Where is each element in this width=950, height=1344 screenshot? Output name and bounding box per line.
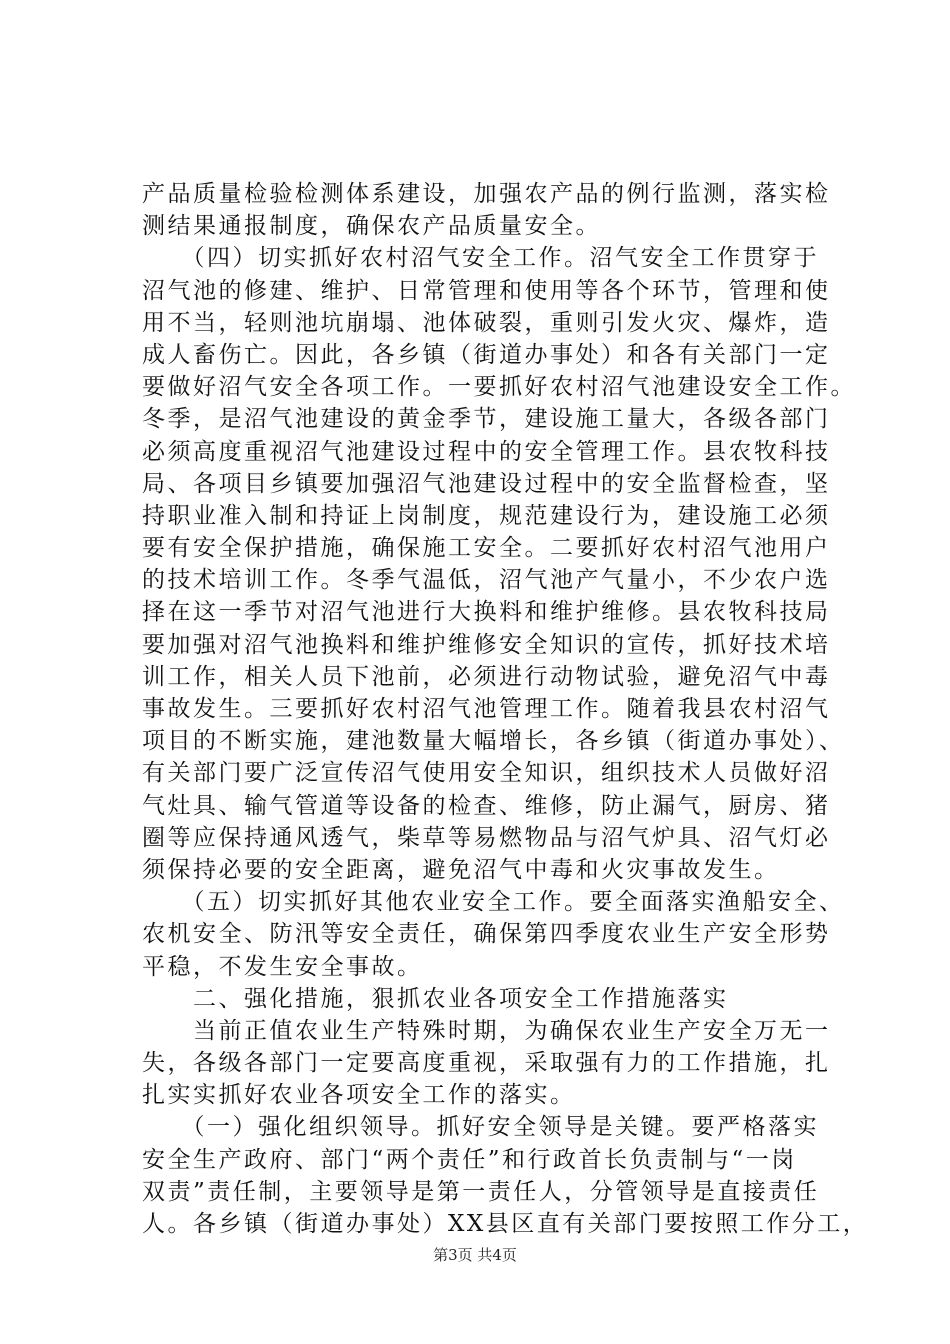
text-line: 用不当，轻则池坑崩塌、池体破裂，重则引发火灾、爆炸，造 (142, 309, 831, 336)
text-line: 训工作，相关人员下池前，必须进行动物试验，避免沼气中毒 (142, 663, 831, 690)
text-line: 人。各乡镇（街道办事处）XX县区直有关部门要按照工作分工， (142, 1211, 869, 1237)
text-line: 要加强对沼气池换料和维护维修安全知识的宣传，抓好技术培 (142, 631, 831, 658)
text-line: 持职业准入制和持证上岗制度，规范建设行为，建设施工必须 (142, 502, 831, 529)
text-line: 须保持必要的安全距离，避免沼气中毒和火灾事故发生。 (142, 856, 780, 883)
text-line: 项目的不断实施，建池数量大幅增长，各乡镇（街道办事处）、 (142, 728, 845, 755)
text-line: （四）切实抓好农村沼气安全工作。沼气安全工作贯穿于 (142, 245, 819, 272)
page-number-footer: 第3页 共4页 (433, 1246, 517, 1264)
text-line: （五）切实抓好其他农业安全工作。要全面落实渔船安全、 (142, 889, 845, 916)
section-heading: 二、强化措施，狠抓农业各项安全工作措施落实 (142, 985, 729, 1012)
text-line: 要有安全保护措施，确保施工安全。二要抓好农村沼气池用户 (142, 535, 831, 562)
text-line: 冬季，是沼气池建设的黄金季节，建设施工量大，各级各部门 (142, 406, 831, 433)
text-line: （一）强化组织领导。抓好安全领导是关键。要严格落实 (142, 1114, 819, 1141)
text-line: 平稳，不发生安全事故。 (142, 953, 423, 980)
text-line: 圈等应保持通风透气，柴草等易燃物品与沼气炉具、沼气灯必 (142, 824, 831, 851)
text-line: 扎实实抓好农业各项安全工作的落实。 (142, 1082, 576, 1109)
text-line: 择在这一季节对沼气池进行大换料和维护维修。县农牧科技局 (142, 599, 831, 626)
text-line: 产品质量检验检测体系建设，加强农产品的例行监测，落实检 (142, 181, 831, 207)
text-line: 的技术培训工作。冬季气温低，沼气池产气量小，不少农户选 (142, 567, 831, 594)
text-line: 农机安全、防汛等安全责任，确保第四季度农业生产安全形势 (142, 921, 831, 948)
text-line: 气灶具、输气管道等设备的检查、维修，防止漏气，厨房、猪 (142, 792, 831, 819)
text-line: 失，各级各部门一定要高度重视，采取强有力的工作措施，扎 (142, 1050, 831, 1077)
text-line: 成人畜伤亡。因此，各乡镇（街道办事处）和各有关部门一定 (142, 341, 831, 368)
text-line: 必须高度重视沼气池建设过程中的安全管理工作。县农牧科技 (142, 438, 831, 465)
text-line: 沼气池的修建、维护、日常管理和使用等各个环节，管理和使 (142, 277, 831, 304)
text-line: 要做好沼气安全各项工作。一要抓好农村沼气池建设安全工作。 (142, 374, 856, 401)
text-line: 事故发生。三要抓好农村沼气池管理工作。随着我县农村沼气 (142, 696, 831, 722)
text-line: 有关部门要广泛宣传沼气使用安全知识，组织技术人员做好沼 (142, 760, 831, 787)
text-line: 局、各项目乡镇要加强沼气池建设过程中的安全监督检查，坚 (142, 470, 831, 497)
text-line: 测结果通报制度，确保农产品质量安全。 (142, 213, 601, 240)
text-line: 当前正值农业生产特殊时期，为确保农业生产安全万无一 (142, 1017, 831, 1044)
document-body (142, 178, 869, 1240)
text-line: 安全生产政府、部门“两个责任”和行政首长负责制与“一岗 (142, 1146, 797, 1173)
text-line: 双责”责任制，主要领导是第一责任人，分管领导是直接责任 (142, 1178, 820, 1205)
